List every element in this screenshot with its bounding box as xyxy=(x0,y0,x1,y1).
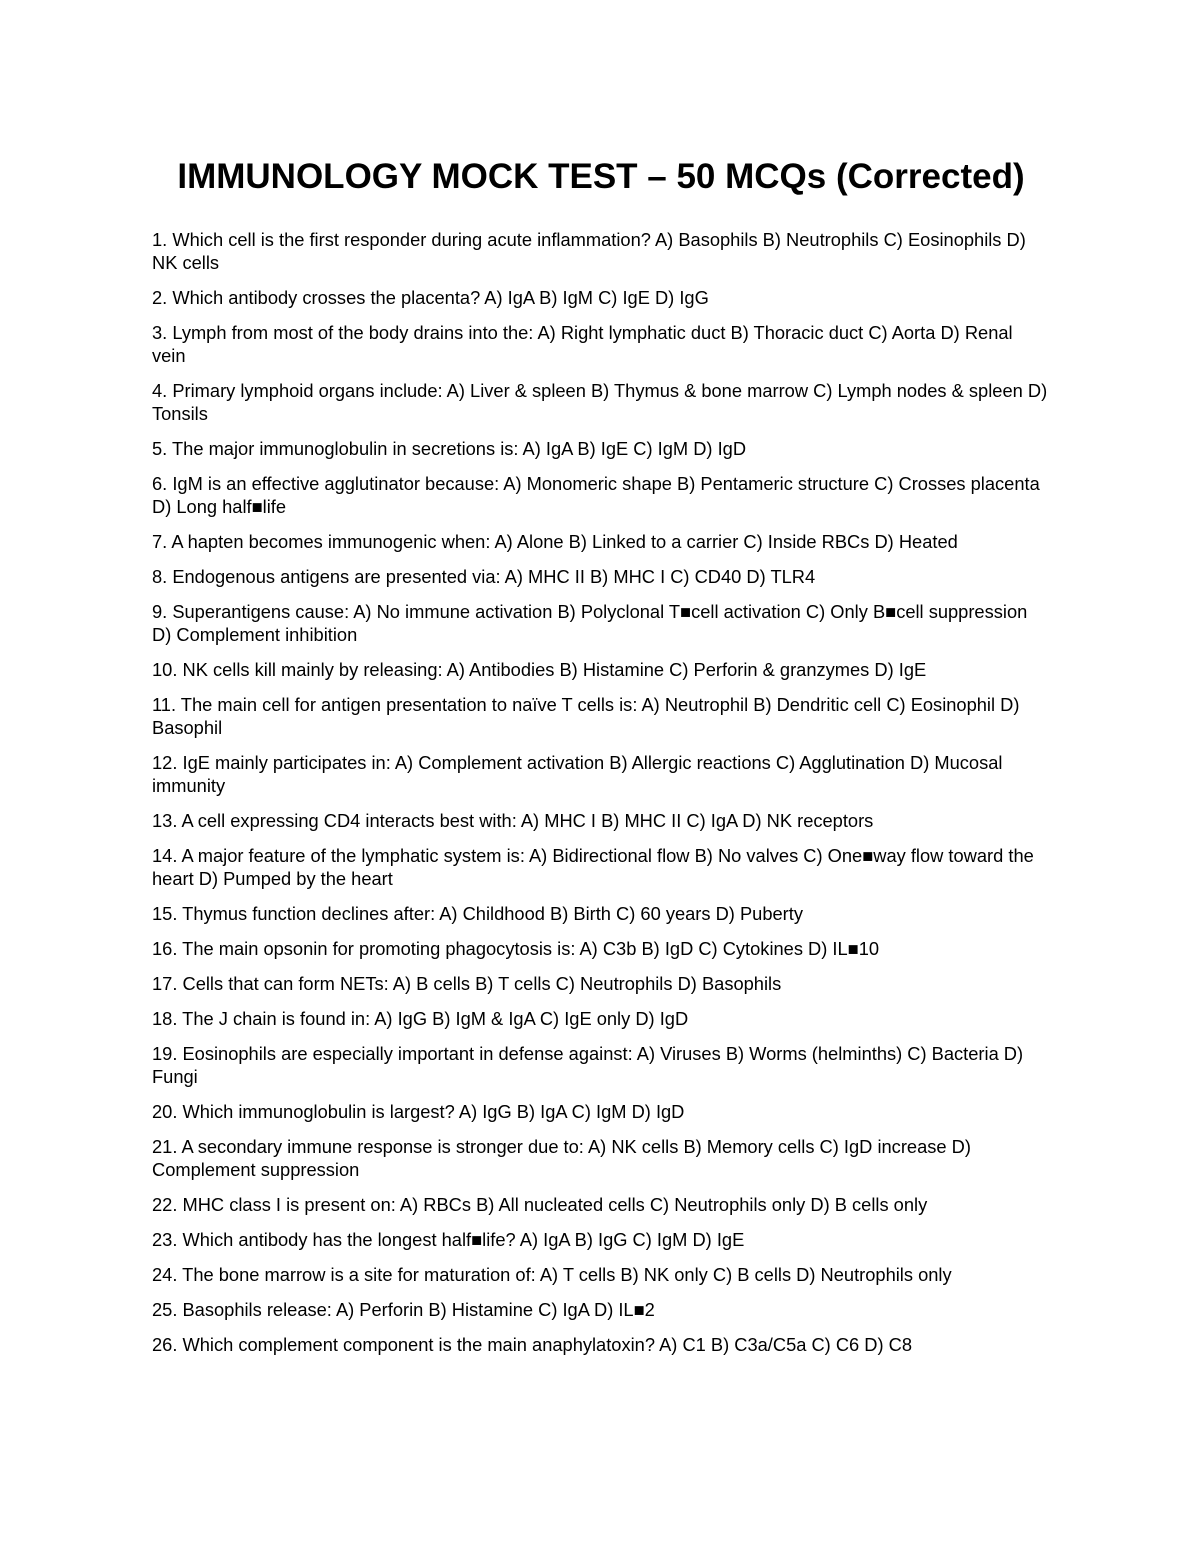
question-item: 6. IgM is an effective agglutinator because: A) Monomeric shape B) Pentameric structure C) Crosses placenta D) Long half■life xyxy=(152,473,1040,517)
question-item: 13. A cell expressing CD4 interacts best with: A) MHC I B) MHC II C) IgA D) NK receptors xyxy=(152,810,874,831)
question-list xyxy=(152,228,1050,1356)
question-item: 1. Which cell is the first responder during acute inflammation? A) Basophils B) Neutrophils C) Eosinophils D) NK cells xyxy=(152,229,1026,273)
page-title: IMMUNOLOGY MOCK TEST – 50 MCQs (Corrected) xyxy=(177,157,1025,196)
question-item: 7. A hapten becomes immunogenic when: A) Alone B) Linked to a carrier C) Inside RBCs D) Heated xyxy=(152,531,958,552)
question-item: 3. Lymph from most of the body drains into the: A) Right lymphatic duct B) Thoracic duct C) Aorta D) Renal vein xyxy=(152,322,1013,366)
question-item: 16. The main opsonin for promoting phagocytosis is: A) C3b B) IgD C) Cytokines D) IL■10 xyxy=(152,938,880,959)
question-item: 11. The main cell for antigen presentation to naïve T cells is: A) Neutrophil B) Dendritic cell C) Eosinophil D) Basophil xyxy=(152,694,1020,738)
question-item: 25. Basophils release: A) Perforin B) Histamine C) IgA D) IL■2 xyxy=(152,1299,655,1320)
question-item: 24. The bone marrow is a site for maturation of: A) T cells B) NK only C) B cells D) Neutrophils only xyxy=(152,1264,952,1285)
question-item: 20. Which immunoglobulin is largest? A) IgG B) IgA C) IgM D) IgD xyxy=(152,1101,685,1122)
question-item: 2. Which antibody crosses the placenta? A) IgA B) IgM C) IgE D) IgG xyxy=(152,287,709,308)
question-item: 18. The J chain is found in: A) IgG B) IgM & IgA C) IgE only D) IgD xyxy=(152,1008,689,1029)
question-item: 26. Which complement component is the main anaphylatoxin? A) C1 B) C3a/C5a C) C6 D) C8 xyxy=(152,1334,913,1355)
question-item: 14. A major feature of the lymphatic system is: A) Bidirectional flow B) No valves C) One■way flow toward the heart D) Pumped by the heart xyxy=(152,845,1034,889)
question-item: 15. Thymus function declines after: A) Childhood B) Birth C) 60 years D) Puberty xyxy=(152,903,803,924)
question-item: 8. Endogenous antigens are presented via: A) MHC II B) MHC I C) CD40 D) TLR4 xyxy=(152,566,816,587)
question-item: 9. Superantigens cause: A) No immune activation B) Polyclonal T■cell activation C) Only B■cell suppression D) Complement inhibition xyxy=(152,601,1028,645)
question-item: 22. MHC class I is present on: A) RBCs B) All nucleated cells C) Neutrophils only D) B cells only xyxy=(152,1194,928,1215)
question-item: 5. The major immunoglobulin in secretions is: A) IgA B) IgE C) IgM D) IgD xyxy=(152,438,747,459)
question-item: 10. NK cells kill mainly by releasing: A) Antibodies B) Histamine C) Perforin & granzymes D) IgE xyxy=(152,659,927,680)
question-item: 21. A secondary immune response is stronger due to: A) NK cells B) Memory cells C) IgD increase D) Complement suppression xyxy=(152,1136,971,1180)
question-item: 17. Cells that can form NETs: A) B cells B) T cells C) Neutrophils D) Basophils xyxy=(152,973,782,994)
question-item: 23. Which antibody has the longest half■life? A) IgA B) IgG C) IgM D) IgE xyxy=(152,1229,745,1250)
question-item: 19. Eosinophils are especially important in defense against: A) Viruses B) Worms (helminths) C) Bacteria D) Fungi xyxy=(152,1043,1024,1087)
question-item: 4. Primary lymphoid organs include: A) Liver & spleen B) Thymus & bone marrow C) Lymph nodes & spleen D) Tonsils xyxy=(152,380,1048,424)
question-item: 12. IgE mainly participates in: A) Complement activation B) Allergic reactions C) Agglutination D) Mucosal immunity xyxy=(152,752,1003,796)
